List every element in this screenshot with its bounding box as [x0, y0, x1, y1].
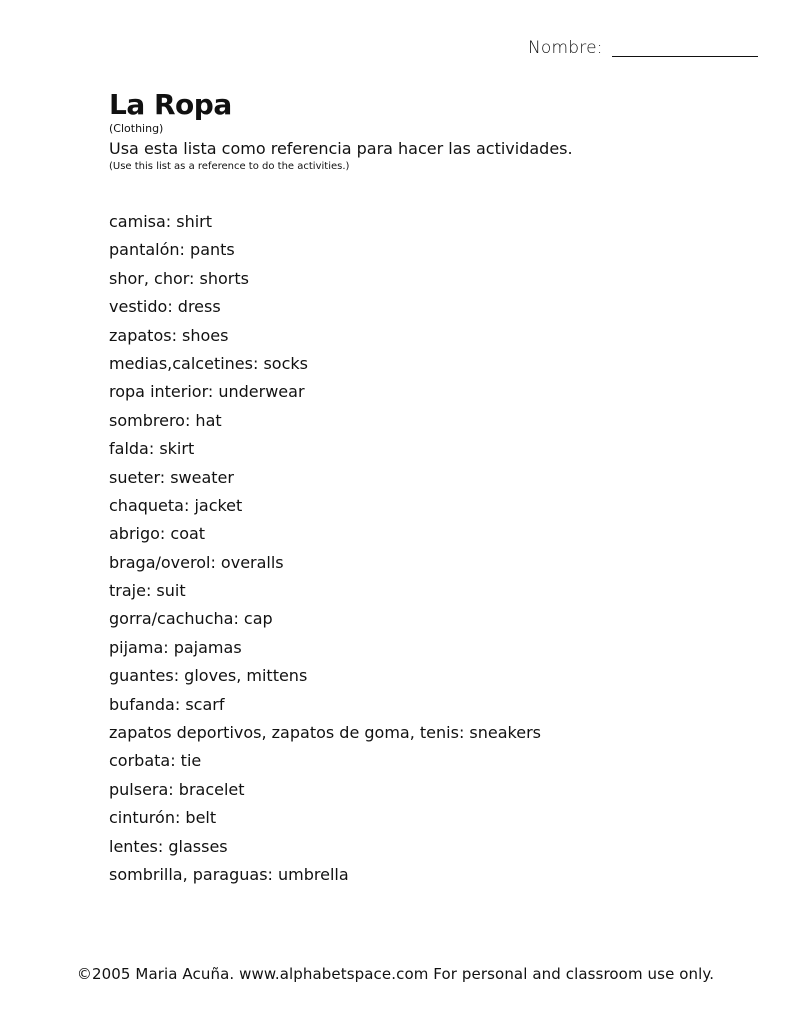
vocab-item: sueter: sweater [109, 467, 234, 487]
vocab-item: zapatos deportivos, zapatos de goma, tenis: sneakers [109, 723, 541, 743]
vocab-item: gorra/cachucha: cap [109, 609, 273, 629]
vocab-item: medias,calcetines: socks [109, 353, 308, 373]
vocab-item: bufanda: scarf [109, 694, 225, 714]
vocab-item: braga/overol: overalls [109, 552, 284, 572]
name-blank-line [612, 36, 758, 57]
instructions-spanish: Usa esta lista como referencia para hacer las actividades. [109, 139, 573, 158]
vocab-item: traje: suit [109, 581, 186, 601]
vocab-item: corbata: tie [109, 751, 202, 771]
vocabulary-list [109, 208, 541, 889]
vocab-item: vestido: dress [109, 297, 221, 317]
vocab-item: pantalón: pants [109, 240, 235, 260]
vocab-item: pulsera: bracelet [109, 779, 245, 799]
vocab-item: ropa interior: underwear [109, 382, 305, 402]
vocab-item: cinturón: belt [109, 808, 217, 828]
vocab-item: abrigo: coat [109, 524, 206, 544]
vocab-item: camisa: shirt [109, 212, 213, 231]
page-subtitle: (Clothing) [109, 122, 164, 135]
name-label: Nombre: [528, 38, 603, 58]
page-title: La Ropa [109, 88, 232, 121]
instructions-english: (Use this list as a reference to do the activities.) [109, 161, 350, 172]
vocab-item: chaqueta: jacket [109, 495, 243, 515]
vocab-item: lentes: glasses [109, 836, 228, 856]
vocab-item: sombrero: hat [109, 410, 222, 430]
vocab-item: guantes: gloves, mittens [109, 666, 308, 686]
vocab-item: shor, chor: shorts [109, 268, 249, 288]
vocab-item: sombrilla, paraguas: umbrella [109, 864, 349, 884]
name-field [528, 38, 758, 59]
copyright-footer: ©2005 Maria Acuña. www.alphabetspace.com For personal and classroom use only. [76, 965, 715, 983]
vocab-item: falda: skirt [109, 439, 195, 459]
vocab-item: pijama: pajamas [109, 637, 242, 657]
vocab-item: zapatos: shoes [109, 325, 229, 345]
